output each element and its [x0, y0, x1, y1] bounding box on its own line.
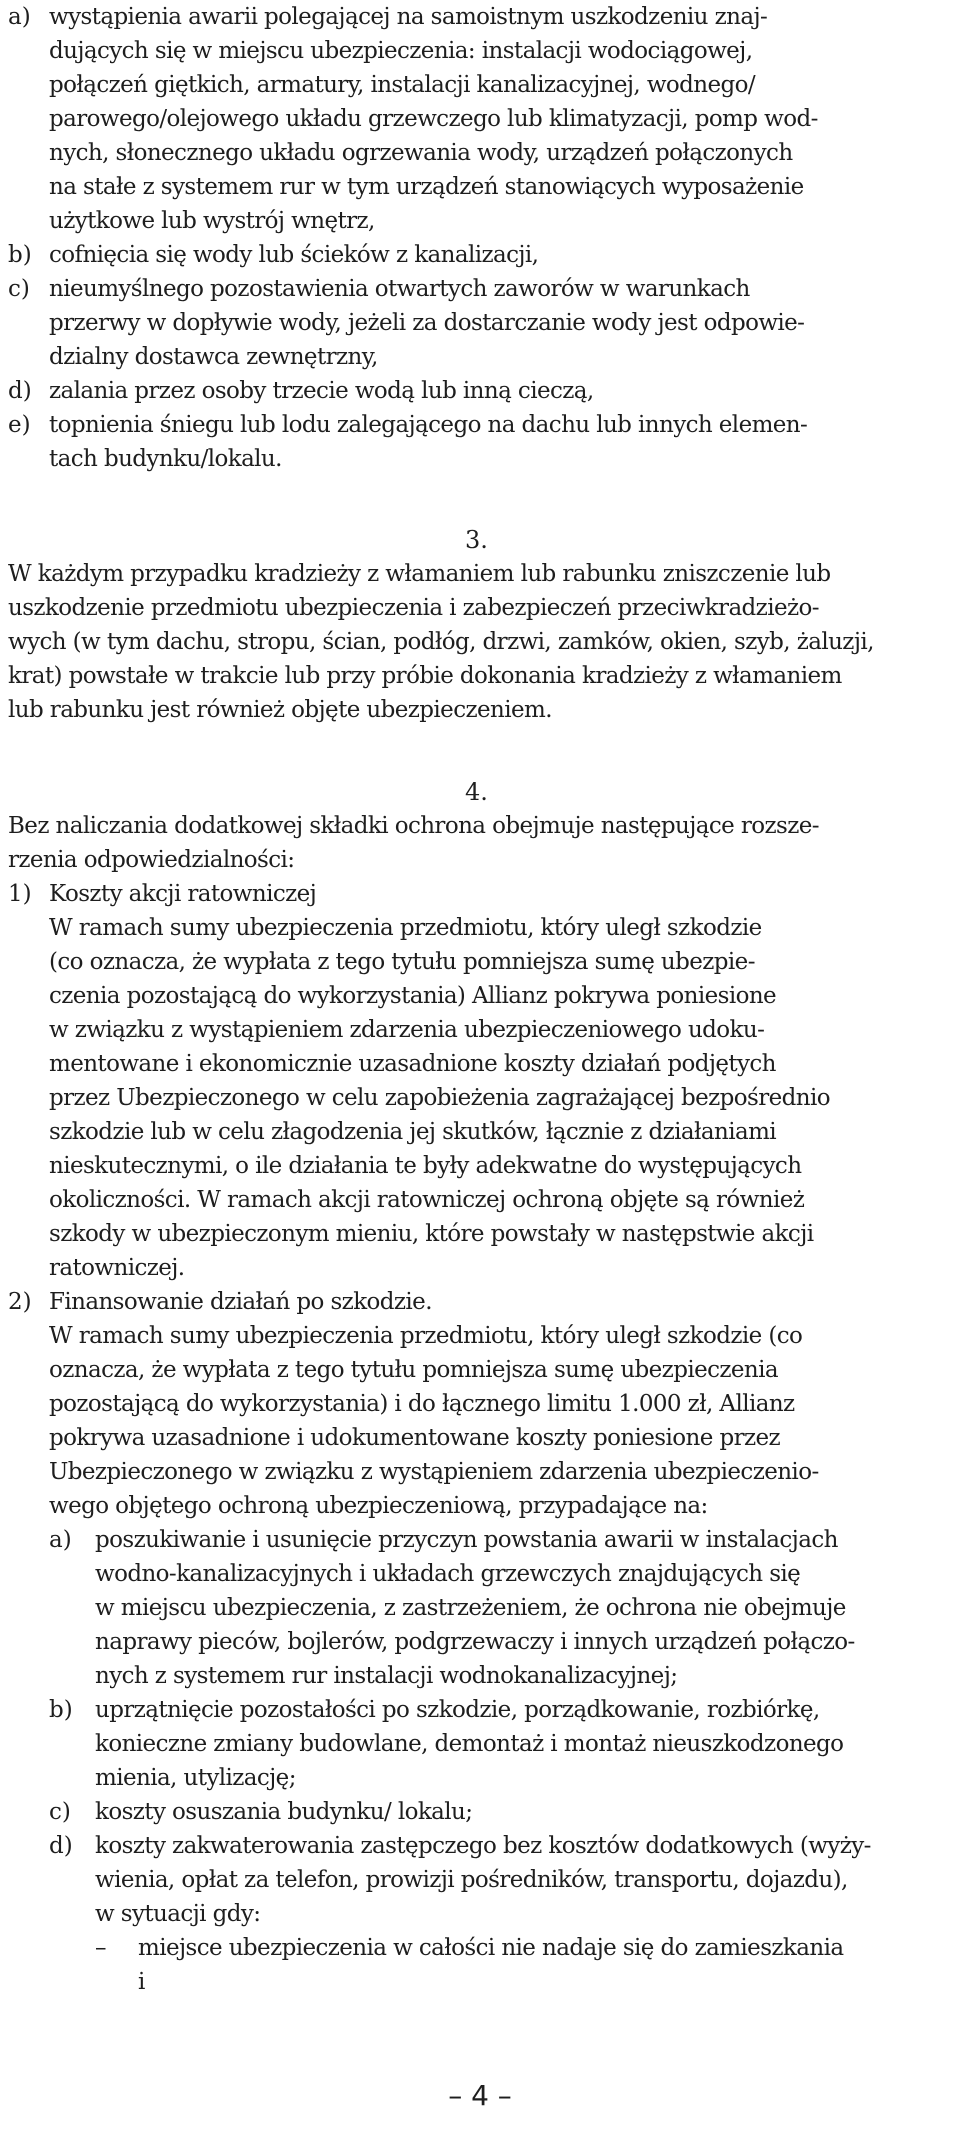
text-line: poszukiwanie i usunięcie przyczyn powstania awarii w instalacjach — [95, 1527, 838, 1553]
text-line: wodno-kanalizacyjnych i układach grzewczych znajdujących się — [95, 1561, 801, 1587]
list-item-title: Finansowanie działań po szkodzie. — [49, 1289, 432, 1315]
text-line: lub rabunku jest również objęte ubezpieczeniem. — [8, 697, 552, 723]
text-line: uszkodzenie przedmiotu ubezpieczenia i zabezpieczeń przeciwkradzieżo- — [8, 595, 819, 621]
text-line: naprawy pieców, bojlerów, podgrzewaczy i innych urządzeń połączo- — [95, 1629, 855, 1655]
text-line: oznacza, że wypłata z tego tytułu pomniejsza sumę ubezpieczenia — [49, 1357, 778, 1383]
text-line: Bez naliczania dodatkowej składki ochrona obejmuje następujące rozsze- — [8, 813, 819, 839]
text-line: szkodzie lub w celu złagodzenia jej skutków, łącznie z działaniami — [49, 1119, 777, 1145]
text-line: nych z systemem rur instalacji wodnokanalizacyjnej; — [95, 1663, 678, 1689]
list-item-title: Koszty akcji ratowniczej — [49, 881, 317, 907]
text-line: wystąpienia awarii polegającej na samoistnym uszkodzeniu znaj- — [49, 4, 768, 30]
text-line: uprzątnięcie pozostałości po szkodzie, porządkowanie, rozbiórkę, — [95, 1697, 820, 1723]
text-line: konieczne zmiany budowlane, demontaż i montaż nieuszkodzonego — [95, 1731, 844, 1757]
text-line: miejsce ubezpieczenia w całości nie nadaje się do zamieszkania — [138, 1935, 844, 1961]
text-line: zalania przez osoby trzecie wodą lub inną cieczą, — [49, 378, 594, 404]
text-line: przerwy w dopływie wody, jeżeli za dostarczanie wody jest odpowie- — [49, 310, 805, 336]
text-line: (co oznacza, że wypłata z tego tytułu pomniejsza sumę ubezpie- — [49, 949, 755, 975]
text-line: tach budynku/lokalu. — [49, 446, 282, 472]
text-line: nieumyślnego pozostawienia otwartych zaworów w warunkach — [49, 276, 750, 302]
list-marker: b) — [49, 1697, 73, 1723]
list-marker: d) — [8, 378, 32, 404]
text-line: czenia pozostającą do wykorzystania) Allianz pokrywa poniesione — [49, 983, 777, 1009]
text-line: pokrywa uzasadnione i udokumentowane koszty poniesione przez — [49, 1425, 781, 1451]
text-line: i — [138, 1969, 145, 1995]
list-marker: 2) — [8, 1289, 32, 1315]
text-line: W ramach sumy ubezpieczenia przedmiotu, który uległ szkodzie (co — [49, 1323, 803, 1349]
list-marker: – — [95, 1935, 107, 1961]
text-line: Ubezpieczonego w związku z wystąpieniem zdarzenia ubezpieczenio- — [49, 1459, 819, 1485]
section-number: 4. — [465, 778, 488, 806]
text-line: szkody w ubezpieczonym mieniu, które powstały w następstwie akcji — [49, 1221, 814, 1247]
text-line: nieskutecznymi, o ile działania te były adekwatne do występujących — [49, 1153, 802, 1179]
page-number: – 4 – — [448, 2079, 512, 2112]
text-line: dzialny dostawca zewnętrzny, — [49, 344, 378, 370]
text-line: rzenia odpowiedzialności: — [8, 847, 295, 873]
list-marker: c) — [8, 276, 30, 302]
text-line: nych, słonecznego układu ogrzewania wody, urządzeń połączonych — [49, 140, 793, 166]
text-line: wienia, opłat za telefon, prowizji pośredników, transportu, dojazdu), — [95, 1867, 848, 1893]
list-marker: a) — [49, 1527, 72, 1553]
section-number: 3. — [465, 526, 488, 554]
text-line: użytkowe lub wystrój wnętrz, — [49, 208, 375, 234]
list-marker: a) — [8, 4, 31, 30]
list-marker: c) — [49, 1799, 71, 1825]
text-line: krat) powstałe w trakcie lub przy próbie dokonania kradzieży z włamaniem — [8, 663, 842, 689]
text-line: W ramach sumy ubezpieczenia przedmiotu, który uległ szkodzie — [49, 915, 762, 941]
text-line: pozostającą do wykorzystania) i do łącznego limitu 1.000 zł, Allianz — [49, 1391, 795, 1417]
text-line: ratowniczej. — [49, 1255, 185, 1281]
list-marker: 1) — [8, 881, 32, 907]
list-marker: d) — [49, 1833, 73, 1859]
text-line: wych (w tym dachu, stropu, ścian, podłóg, drzwi, zamków, okien, szyb, żaluzji, — [8, 629, 874, 655]
text-line: w związku z wystąpieniem zdarzenia ubezpieczeniowego udoku- — [49, 1017, 765, 1043]
text-line: w sytuacji gdy: — [95, 1901, 261, 1927]
text-line: na stałe z systemem rur w tym urządzeń stanowiących wyposażenie — [49, 174, 804, 200]
text-line: cofnięcia się wody lub ścieków z kanalizacji, — [49, 242, 539, 268]
text-line: mienia, utylizację; — [95, 1765, 296, 1791]
list-marker: e) — [8, 412, 31, 438]
list-marker: b) — [8, 242, 32, 268]
text-line: W każdym przypadku kradzieży z włamaniem lub rabunku zniszczenie lub — [8, 561, 831, 587]
text-line: w miejscu ubezpieczenia, z zastrzeżeniem, że ochrona nie obejmuje — [95, 1595, 846, 1621]
text-line: wego objętego ochroną ubezpieczeniową, przypadające na: — [49, 1493, 708, 1519]
text-line: parowego/olejowego układu grzewczego lub klimatyzacji, pomp wod- — [49, 106, 818, 132]
text-line: przez Ubezpieczonego w celu zapobieżenia zagrażającej bezpośrednio — [49, 1085, 830, 1111]
text-line: mentowane i ekonomicznie uzasadnione koszty działań podjętych — [49, 1051, 776, 1077]
text-line: dujących się w miejscu ubezpieczenia: instalacji wodociągowej, — [49, 38, 753, 64]
text-line: okoliczności. W ramach akcji ratowniczej ochroną objęte są również — [49, 1187, 805, 1213]
text-line: topnienia śniegu lub lodu zalegającego na dachu lub innych elemen- — [49, 412, 808, 438]
text-line: połączeń giętkich, armatury, instalacji kanalizacyjnej, wodnego/ — [49, 72, 756, 98]
text-line: koszty osuszania budynku/ lokalu; — [95, 1799, 473, 1825]
text-line: koszty zakwaterowania zastępczego bez kosztów dodatkowych (wyży- — [95, 1833, 871, 1859]
